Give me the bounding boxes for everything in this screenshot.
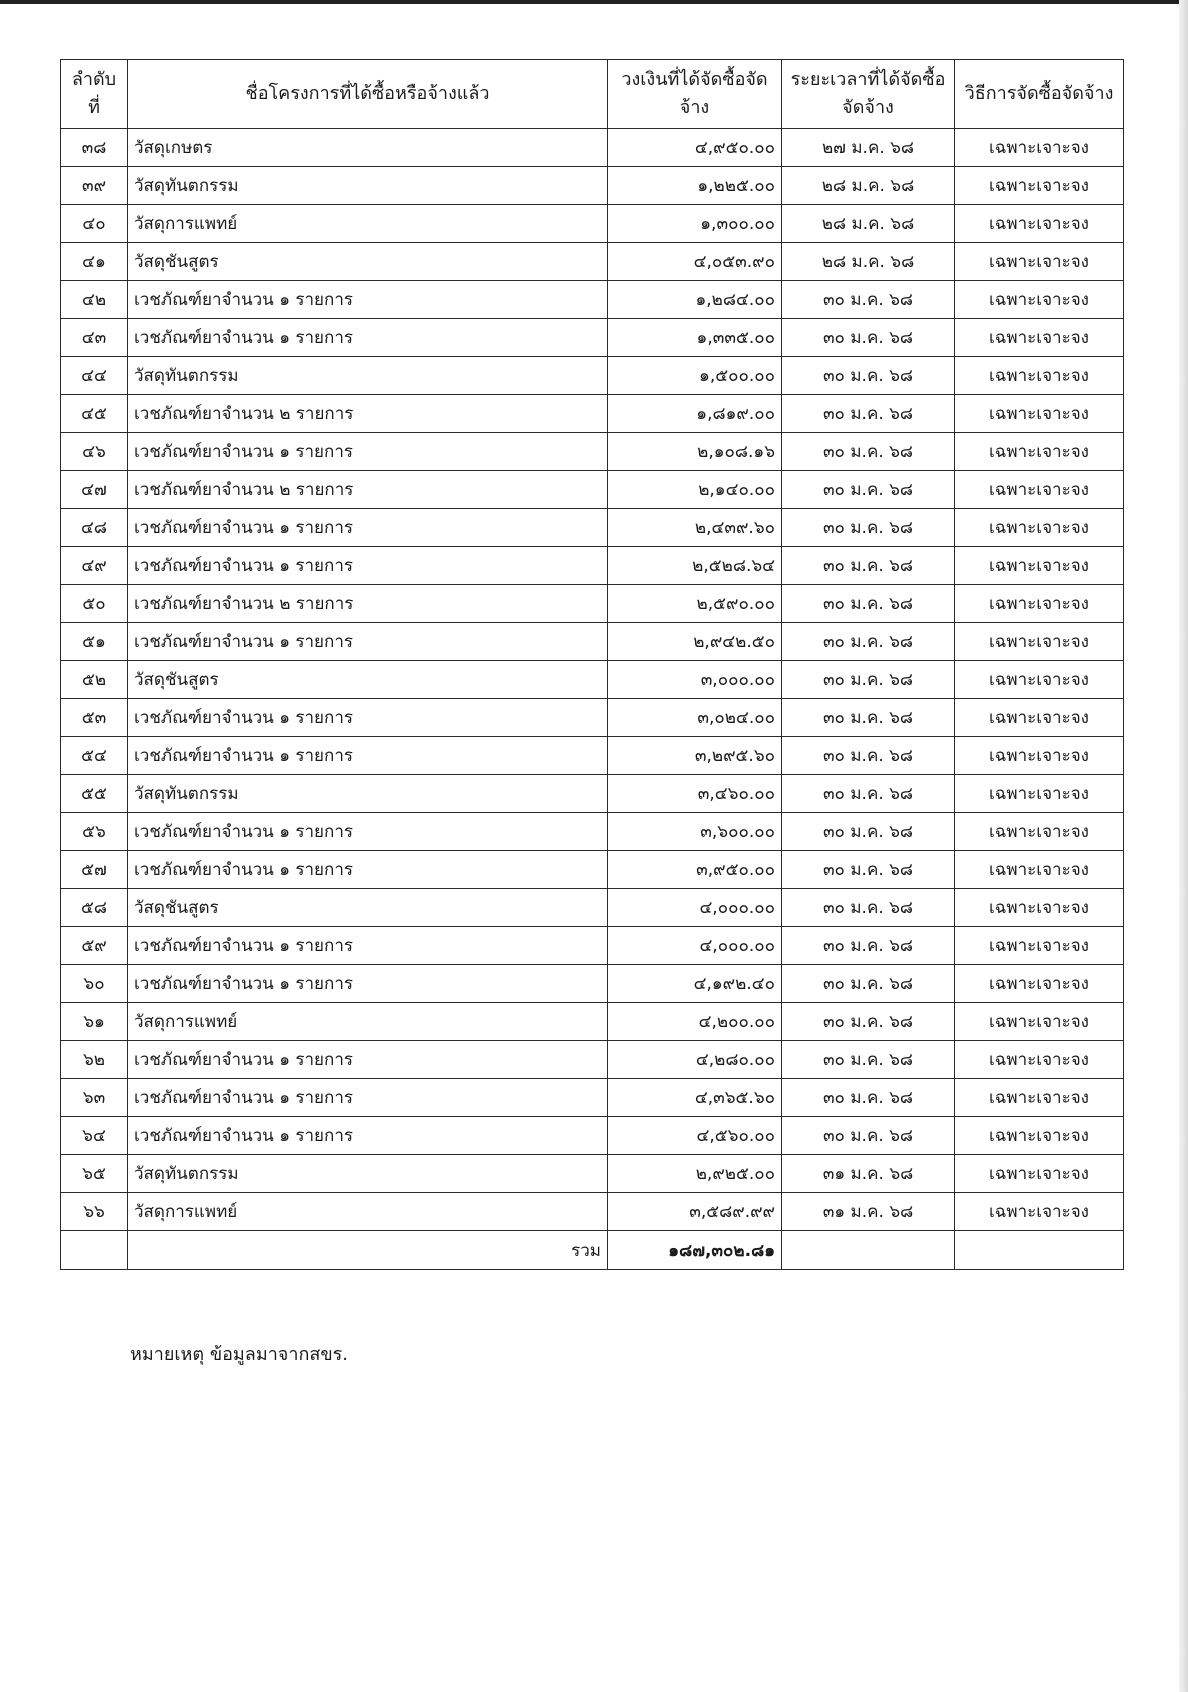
cell-name: เวชภัณฑ์ยาจำนวน ๑ รายการ [128,927,608,965]
cell-no: ๕๐ [61,585,128,623]
cell-name: วัสดุทันตกรรม [128,357,608,395]
cell-amount: ๓,๖๐๐.๐๐ [608,813,782,851]
cell-method: เฉพาะเจาะจง [955,281,1124,319]
header-method: วิธีการจัดซื้อจัดจ้าง [955,60,1124,129]
cell-no: ๔๐ [61,205,128,243]
cell-amount: ๒,๙๒๕.๐๐ [608,1155,782,1193]
cell-method: เฉพาะเจาะจง [955,1003,1124,1041]
cell-name: เวชภัณฑ์ยาจำนวน ๒ รายการ [128,471,608,509]
cell-method: เฉพาะเจาะจง [955,1079,1124,1117]
cell-amount: ๔,๐๐๐.๐๐ [608,889,782,927]
cell-method: เฉพาะเจาะจง [955,1193,1124,1231]
table-row [61,1117,1124,1155]
header-name: ชื่อโครงการที่ได้ซื้อหรือจ้างแล้ว [128,60,608,129]
cell-amount: ๒,๑๔๐.๐๐ [608,471,782,509]
cell-amount: ๓,๐๐๐.๐๐ [608,661,782,699]
table-row [61,775,1124,813]
cell-amount: ๑,๕๐๐.๐๐ [608,357,782,395]
cell-no: ๖๔ [61,1117,128,1155]
total-empty-cell [61,1231,128,1270]
cell-date: ๓๐ ม.ค. ๖๘ [782,775,955,813]
cell-amount: ๒,๕๙๐.๐๐ [608,585,782,623]
cell-method: เฉพาะเจาะจง [955,509,1124,547]
cell-amount: ๔,๐๐๐.๐๐ [608,927,782,965]
table-row [61,585,1124,623]
cell-no: ๕๘ [61,889,128,927]
cell-no: ๔๓ [61,319,128,357]
cell-name: เวชภัณฑ์ยาจำนวน ๒ รายการ [128,395,608,433]
header-period: ระยะเวลาที่ได้จัดซื้อจัดจ้าง [782,60,955,129]
cell-name: วัสดุการแพทย์ [128,1193,608,1231]
cell-name: เวชภัณฑ์ยาจำนวน ๑ รายการ [128,1079,608,1117]
cell-method: เฉพาะเจาะจง [955,471,1124,509]
cell-date: ๒๘ ม.ค. ๖๘ [782,167,955,205]
cell-no: ๕๑ [61,623,128,661]
cell-name: เวชภัณฑ์ยาจำนวน ๑ รายการ [128,813,608,851]
cell-name: วัสดุทันตกรรม [128,775,608,813]
table-row [61,927,1124,965]
total-amount: ๑๘๗,๓๐๒.๘๑ [608,1231,782,1270]
cell-no: ๕๓ [61,699,128,737]
cell-date: ๓๐ ม.ค. ๖๘ [782,661,955,699]
cell-amount: ๓,๔๖๐.๐๐ [608,775,782,813]
table-row [61,547,1124,585]
cell-method: เฉพาะเจาะจง [955,319,1124,357]
cell-date: ๓๐ ม.ค. ๖๘ [782,471,955,509]
cell-no: ๖๒ [61,1041,128,1079]
cell-date: ๓๐ ม.ค. ๖๘ [782,623,955,661]
cell-amount: ๔,๓๖๕.๖๐ [608,1079,782,1117]
cell-method: เฉพาะเจาะจง [955,1041,1124,1079]
table-row [61,471,1124,509]
cell-method: เฉพาะเจาะจง [955,1155,1124,1193]
total-empty-cell [782,1231,955,1270]
table-row [61,813,1124,851]
cell-amount: ๑,๘๑๙.๐๐ [608,395,782,433]
cell-date: ๓๐ ม.ค. ๖๘ [782,281,955,319]
table-row [61,699,1124,737]
cell-name: เวชภัณฑ์ยาจำนวน ๑ รายการ [128,319,608,357]
cell-no: ๖๐ [61,965,128,1003]
table-body [61,129,1124,1231]
cell-date: ๓๐ ม.ค. ๖๘ [782,965,955,1003]
cell-date: ๓๐ ม.ค. ๖๘ [782,357,955,395]
cell-method: เฉพาะเจาะจง [955,775,1124,813]
cell-name: วัสดุชันสูตร [128,889,608,927]
cell-no: ๔๙ [61,547,128,585]
cell-name: เวชภัณฑ์ยาจำนวน ๒ รายการ [128,585,608,623]
cell-date: ๓๐ ม.ค. ๖๘ [782,509,955,547]
table-row [61,205,1124,243]
cell-date: ๓๑ ม.ค. ๖๘ [782,1193,955,1231]
table-row [61,889,1124,927]
header-amount: วงเงินที่ได้จัดซื้อจัดจ้าง [608,60,782,129]
cell-date: ๓๐ ม.ค. ๖๘ [782,813,955,851]
cell-date: ๓๐ ม.ค. ๖๘ [782,1079,955,1117]
table-row [61,1003,1124,1041]
table-row [61,243,1124,281]
cell-name: วัสดุการแพทย์ [128,205,608,243]
table-row [61,509,1124,547]
cell-name: วัสดุการแพทย์ [128,1003,608,1041]
cell-date: ๓๐ ม.ค. ๖๘ [782,851,955,889]
cell-method: เฉพาะเจาะจง [955,851,1124,889]
table-row [61,965,1124,1003]
cell-name: เวชภัณฑ์ยาจำนวน ๑ รายการ [128,851,608,889]
cell-name: วัสดุทันตกรรม [128,167,608,205]
cell-name: เวชภัณฑ์ยาจำนวน ๑ รายการ [128,433,608,471]
cell-no: ๔๕ [61,395,128,433]
cell-amount: ๒,๔๓๙.๖๐ [608,509,782,547]
table-row [61,1041,1124,1079]
cell-no: ๔๒ [61,281,128,319]
table-row [61,395,1124,433]
table-row [61,661,1124,699]
cell-amount: ๓,๒๙๕.๖๐ [608,737,782,775]
cell-date: ๓๐ ม.ค. ๖๘ [782,737,955,775]
cell-no: ๖๖ [61,1193,128,1231]
cell-method: เฉพาะเจาะจง [955,585,1124,623]
cell-amount: ๔,๑๙๒.๔๐ [608,965,782,1003]
cell-method: เฉพาะเจาะจง [955,205,1124,243]
table-row [61,737,1124,775]
cell-name: เวชภัณฑ์ยาจำนวน ๑ รายการ [128,737,608,775]
cell-amount: ๑,๒๒๕.๐๐ [608,167,782,205]
cell-name: วัสดุทันตกรรม [128,1155,608,1193]
cell-name: เวชภัณฑ์ยาจำนวน ๑ รายการ [128,547,608,585]
cell-amount: ๓,๐๒๔.๐๐ [608,699,782,737]
header-no: ลำดับที่ [61,60,128,129]
table-row [61,1155,1124,1193]
cell-name: เวชภัณฑ์ยาจำนวน ๑ รายการ [128,965,608,1003]
cell-method: เฉพาะเจาะจง [955,737,1124,775]
cell-amount: ๓,๕๘๙.๙๙ [608,1193,782,1231]
scan-top-edge [0,0,1188,4]
footnote: หมายเหตุ ข้อมูลมาจากสขร. [130,1344,349,1365]
cell-method: เฉพาะเจาะจง [955,889,1124,927]
cell-method: เฉพาะเจาะจง [955,1117,1124,1155]
table-row [61,319,1124,357]
total-label: รวม [128,1231,608,1270]
cell-no: ๓๙ [61,167,128,205]
table-row [61,129,1124,167]
scan-right-edge [1179,0,1188,1692]
cell-no: ๔๘ [61,509,128,547]
total-empty-cell [955,1231,1124,1270]
table-row [61,167,1124,205]
cell-name: วัสดุชันสูตร [128,661,608,699]
cell-method: เฉพาะเจาะจง [955,129,1124,167]
cell-date: ๒๘ ม.ค. ๖๘ [782,205,955,243]
table-row [61,623,1124,661]
cell-no: ๕๗ [61,851,128,889]
cell-no: ๔๗ [61,471,128,509]
cell-amount: ๒,๑๐๘.๑๖ [608,433,782,471]
cell-date: ๒๗ ม.ค. ๖๘ [782,129,955,167]
cell-no: ๕๒ [61,661,128,699]
table-row [61,1079,1124,1117]
table-row [61,433,1124,471]
cell-amount: ๔,๒๘๐.๐๐ [608,1041,782,1079]
cell-no: ๖๕ [61,1155,128,1193]
cell-amount: ๑,๓๐๐.๐๐ [608,205,782,243]
cell-date: ๓๑ ม.ค. ๖๘ [782,1155,955,1193]
cell-amount: ๓,๙๕๐.๐๐ [608,851,782,889]
cell-no: ๕๖ [61,813,128,851]
cell-method: เฉพาะเจาะจง [955,357,1124,395]
cell-amount: ๒,๙๔๒.๕๐ [608,623,782,661]
cell-no: ๕๕ [61,775,128,813]
table-row [61,1193,1124,1231]
cell-method: เฉพาะเจาะจง [955,965,1124,1003]
cell-method: เฉพาะเจาะจง [955,927,1124,965]
cell-date: ๓๐ ม.ค. ๖๘ [782,1041,955,1079]
cell-name: เวชภัณฑ์ยาจำนวน ๑ รายการ [128,699,608,737]
cell-name: วัสดุเกษตร [128,129,608,167]
cell-date: ๓๐ ม.ค. ๖๘ [782,433,955,471]
cell-date: ๓๐ ม.ค. ๖๘ [782,319,955,357]
cell-date: ๓๐ ม.ค. ๖๘ [782,547,955,585]
cell-no: ๖๓ [61,1079,128,1117]
cell-no: ๔๔ [61,357,128,395]
cell-method: เฉพาะเจาะจง [955,395,1124,433]
cell-name: เวชภัณฑ์ยาจำนวน ๑ รายการ [128,623,608,661]
cell-no: ๕๙ [61,927,128,965]
cell-date: ๓๐ ม.ค. ๖๘ [782,927,955,965]
cell-date: ๓๐ ม.ค. ๖๘ [782,1117,955,1155]
cell-amount: ๑,๒๘๔.๐๐ [608,281,782,319]
cell-amount: ๑,๓๓๕.๐๐ [608,319,782,357]
cell-method: เฉพาะเจาะจง [955,813,1124,851]
cell-method: เฉพาะเจาะจง [955,243,1124,281]
cell-method: เฉพาะเจาะจง [955,661,1124,699]
cell-amount: ๔,๐๕๓.๙๐ [608,243,782,281]
procurement-table [60,59,1124,1270]
cell-no: ๓๘ [61,129,128,167]
cell-no: ๔๑ [61,243,128,281]
cell-name: เวชภัณฑ์ยาจำนวน ๑ รายการ [128,1117,608,1155]
cell-name: เวชภัณฑ์ยาจำนวน ๑ รายการ [128,509,608,547]
cell-date: ๓๐ ม.ค. ๖๘ [782,1003,955,1041]
cell-no: ๖๑ [61,1003,128,1041]
table-row [61,851,1124,889]
cell-method: เฉพาะเจาะจง [955,547,1124,585]
cell-date: ๓๐ ม.ค. ๖๘ [782,585,955,623]
total-row [61,1231,1124,1270]
cell-date: ๓๐ ม.ค. ๖๘ [782,889,955,927]
cell-method: เฉพาะเจาะจง [955,623,1124,661]
cell-amount: ๔,๙๕๐.๐๐ [608,129,782,167]
cell-name: เวชภัณฑ์ยาจำนวน ๑ รายการ [128,281,608,319]
cell-method: เฉพาะเจาะจง [955,167,1124,205]
cell-amount: ๒,๕๒๘.๖๔ [608,547,782,585]
cell-date: ๓๐ ม.ค. ๖๘ [782,395,955,433]
cell-no: ๕๔ [61,737,128,775]
cell-name: วัสดุชันสูตร [128,243,608,281]
cell-amount: ๔,๒๐๐.๐๐ [608,1003,782,1041]
table-row [61,357,1124,395]
cell-date: ๒๘ ม.ค. ๖๘ [782,243,955,281]
cell-amount: ๔,๕๖๐.๐๐ [608,1117,782,1155]
cell-date: ๓๐ ม.ค. ๖๘ [782,699,955,737]
cell-method: เฉพาะเจาะจง [955,699,1124,737]
cell-no: ๔๖ [61,433,128,471]
table-header-row [61,60,1124,129]
table-row [61,281,1124,319]
cell-name: เวชภัณฑ์ยาจำนวน ๑ รายการ [128,1041,608,1079]
cell-method: เฉพาะเจาะจง [955,433,1124,471]
